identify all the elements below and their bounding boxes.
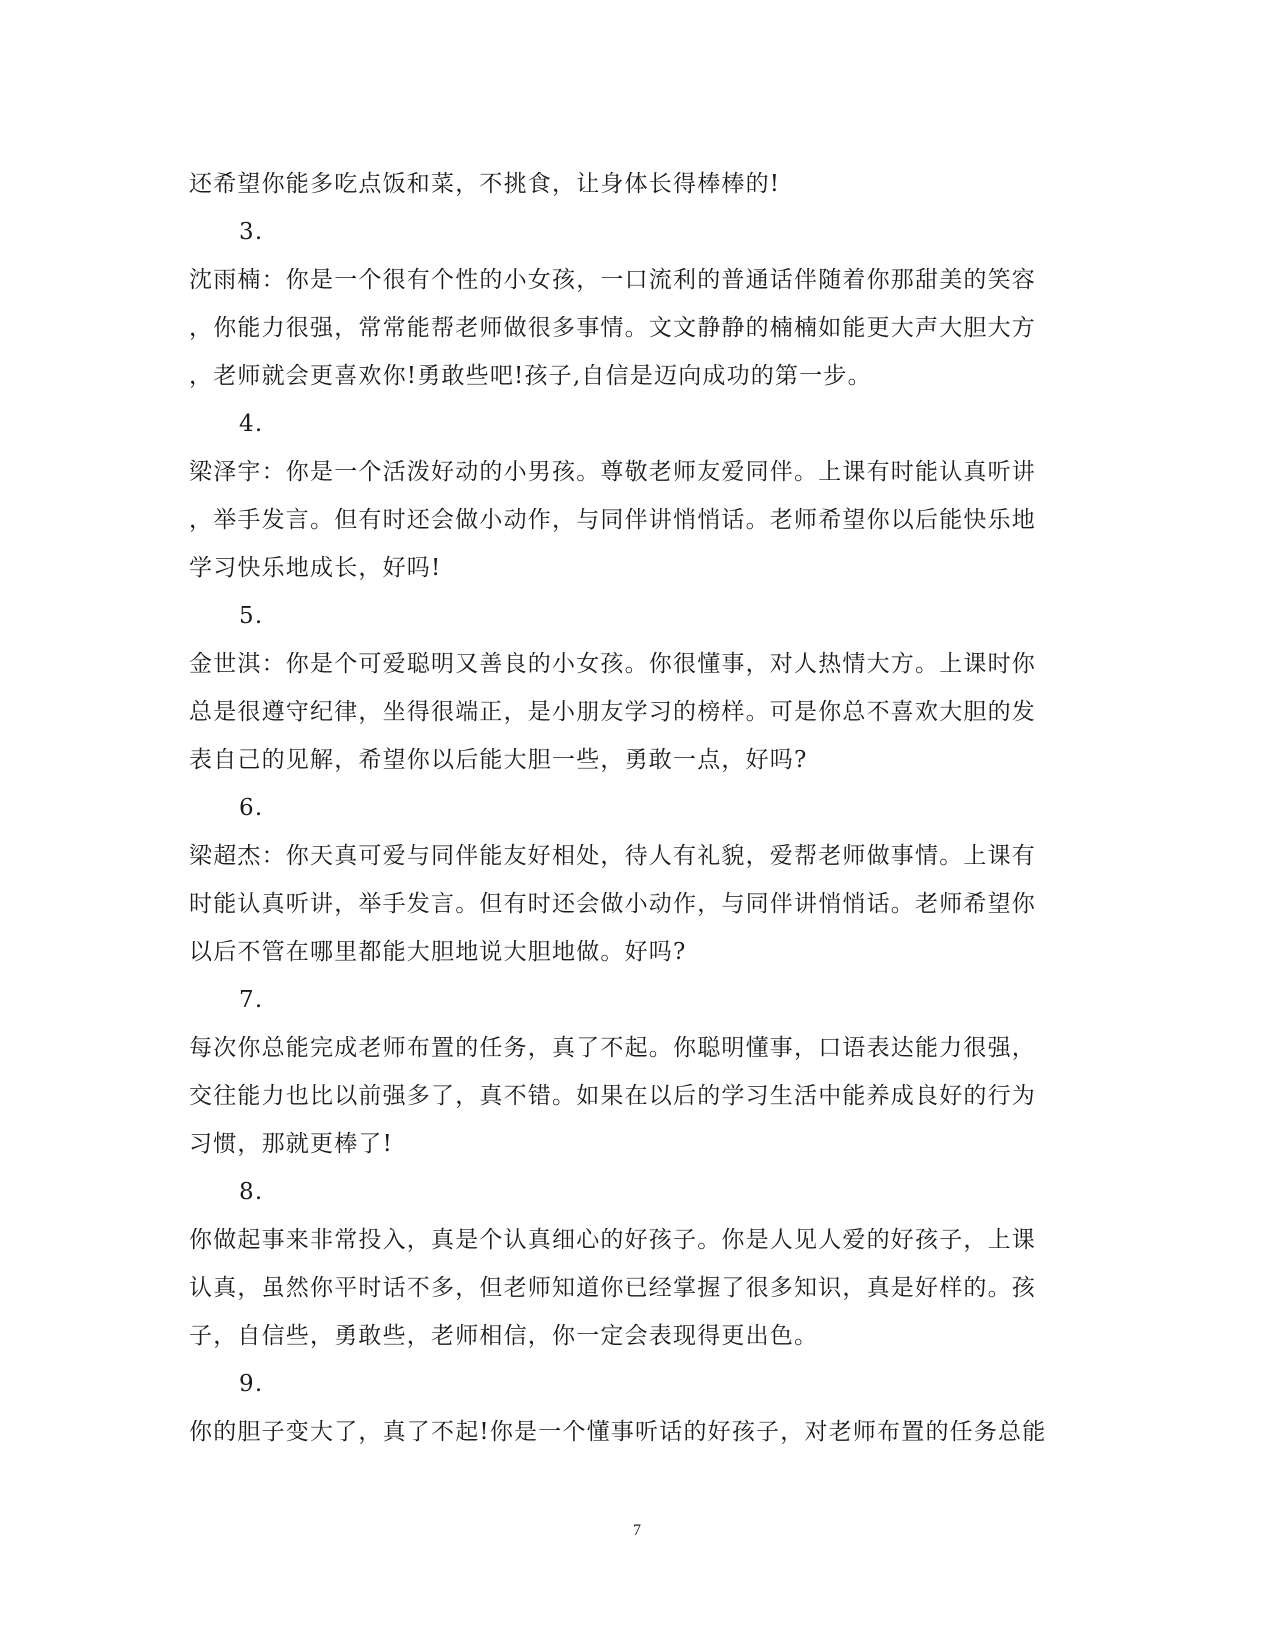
text-line: 子，自信些，勇敢些，老师相信，你一定会表现得更出色。 bbox=[189, 1323, 819, 1349]
text-line: ，举手发言。但有时还会做小动作，与同伴讲悄悄话。老师希望你以后能快乐地 bbox=[189, 507, 1036, 533]
text-line: 表自己的见解，希望你以后能大胆一些，勇敢一点，好吗? bbox=[189, 747, 808, 773]
text-line: 以后不管在哪里都能大胆地说大胆地做。好吗? bbox=[189, 939, 687, 965]
text-line: 沈雨楠：你是一个很有个性的小女孩，一口流利的普通话伴随着你那甜美的笑容 bbox=[189, 267, 1036, 293]
text-line: 你的胆子变大了，真了不起!你是一个懂事听话的好孩子，对老师布置的任务总能 bbox=[189, 1419, 1047, 1445]
text-line: 习惯，那就更棒了! bbox=[189, 1131, 394, 1157]
text-line: 金世淇：你是个可爱聪明又善良的小女孩。你很懂事，对人热情大方。上课时你 bbox=[189, 651, 1036, 677]
item-number: 6. bbox=[239, 795, 264, 821]
text-line: ，老师就会更喜欢你!勇敢些吧!孩子,自信是迈向成功的第一步。 bbox=[189, 363, 872, 389]
text-line: 还希望你能多吃点饭和菜，不挑食，让身体长得棒棒的! bbox=[189, 171, 781, 197]
text-line: 梁泽宇：你是一个活泼好动的小男孩。尊敬老师友爱同伴。上课有时能认真听讲 bbox=[189, 459, 1036, 485]
item-number: 5. bbox=[239, 603, 264, 629]
item-number: 3. bbox=[239, 219, 264, 245]
text-line: 总是很遵守纪律，坐得很端正，是小朋友学习的榜样。可是你总不喜欢大胆的发 bbox=[189, 699, 1036, 725]
item-number: 4. bbox=[239, 411, 264, 437]
body-text bbox=[189, 160, 1089, 1456]
text-line: 每次你总能完成老师布置的任务，真了不起。你聪明懂事，口语表达能力很强， bbox=[189, 1035, 1036, 1061]
text-line: 学习快乐地成长，好吗! bbox=[189, 555, 442, 581]
page-number: 7 bbox=[633, 1522, 641, 1539]
text-line: 你做起事来非常投入，真是个认真细心的好孩子。你是人见人爱的好孩子，上课 bbox=[189, 1227, 1036, 1253]
text-line: 梁超杰：你天真可爱与同伴能友好相处，待人有礼貌，爱帮老师做事情。上课有 bbox=[189, 843, 1036, 869]
text-line: 时能认真听讲，举手发言。但有时还会做小动作，与同伴讲悄悄话。老师希望你 bbox=[189, 891, 1036, 917]
item-number: 8. bbox=[239, 1179, 264, 1205]
text-line: 交往能力也比以前强多了，真不错。如果在以后的学习生活中能养成良好的行为 bbox=[189, 1083, 1036, 1109]
item-number: 7. bbox=[239, 987, 264, 1013]
text-line: 认真，虽然你平时话不多，但老师知道你已经掌握了很多知识，真是好样的。孩 bbox=[189, 1275, 1036, 1301]
item-number: 9. bbox=[239, 1371, 264, 1397]
text-line: ，你能力很强，常常能帮老师做很多事情。文文静静的楠楠如能更大声大胆大方 bbox=[189, 315, 1036, 341]
